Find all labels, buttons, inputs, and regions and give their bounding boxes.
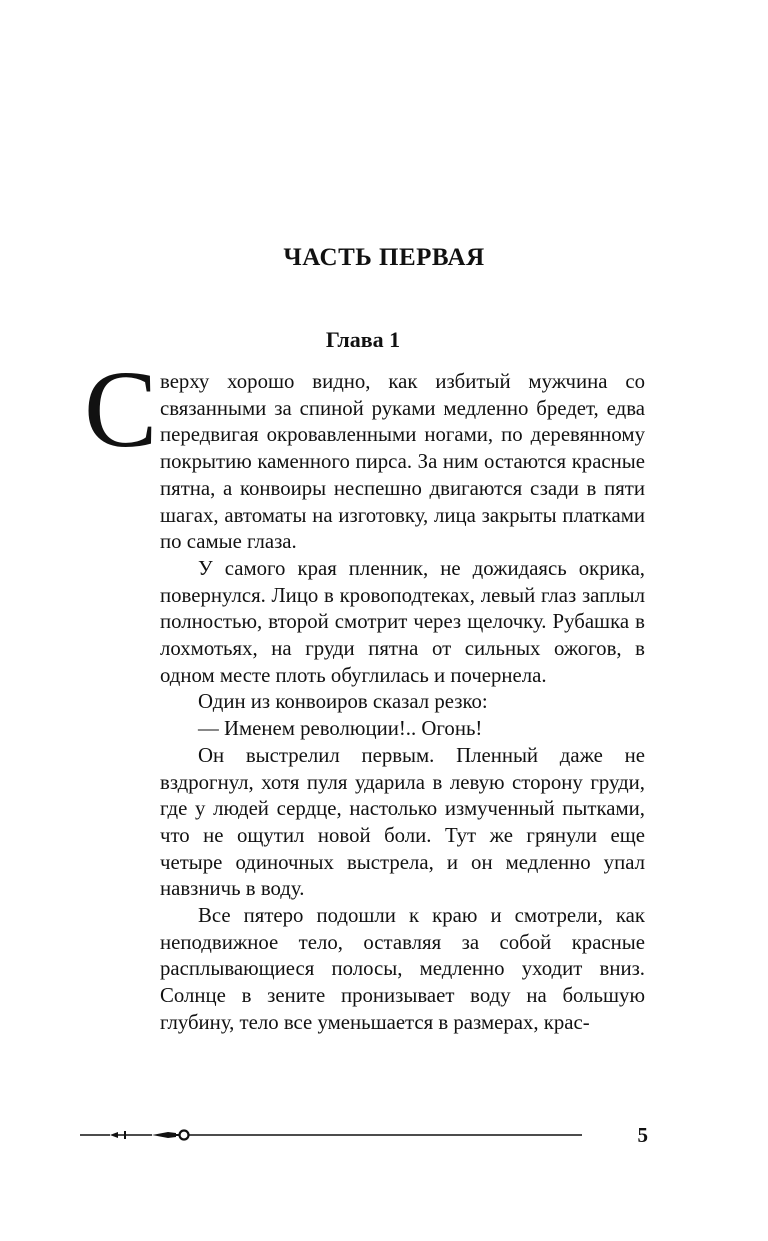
paragraph-2: У самого края пленник, не дожидаясь окрика, повернулся. Лицо в кровоподтеках, левый глаз заплыл полностью, второй смотрит через щелочку. Рубашка в лохмотьях, на груди пятна от сильных ожогов, в одном месте плоть обуглилась и почернела. [160, 556, 645, 687]
paragraph-6: Все пятеро подошли к краю и смотрели, как неподвижное тело, оставляя за собой красные расплывающиеся полосы, медленно уходит вниз. Солнце в зените пронизывает воду на большую глубину, тело все уменьшается в размерах, крас- [160, 904, 645, 1034]
drop-cap-letter: С [84, 348, 158, 470]
body-text [160, 369, 645, 1037]
paragraph-1: верху хорошо видно, как избитый мужчина со связанными за спиной руками медленно бредет, едва передвигая окровавленными ногами, по деревянному покрытию каменного пирса. За ним остаются красные пятна, а конвоиры неспешно двигаются сзади в пяти шагах, автоматы на изготовку, лица закрыты платками по самые глаза. [160, 370, 645, 554]
paragraph-5: Он выстрелил первым. Пленный даже не вздрогнул, хотя пуля ударила в левую сторону груди, где у людей сердце, настолько измученный пытками, что не ощутил новой боли. Тут же грянули еще четыре одиночных выстрела, и он медленно упал навзничь в воду. [160, 743, 645, 901]
part-title: ЧАСТЬ ПЕРВАЯ [283, 244, 485, 271]
page-number: 5 [637, 1123, 648, 1147]
decorative-rule-ornament-icon [80, 1124, 585, 1146]
paragraph-3: Один из конвоиров сказал резко: [198, 690, 488, 714]
paragraph-4-dialogue: — Именем революции!.. Огонь! [198, 717, 483, 741]
chapter-title: Глава 1 [325, 327, 401, 352]
page-footer [0, 1124, 768, 1148]
